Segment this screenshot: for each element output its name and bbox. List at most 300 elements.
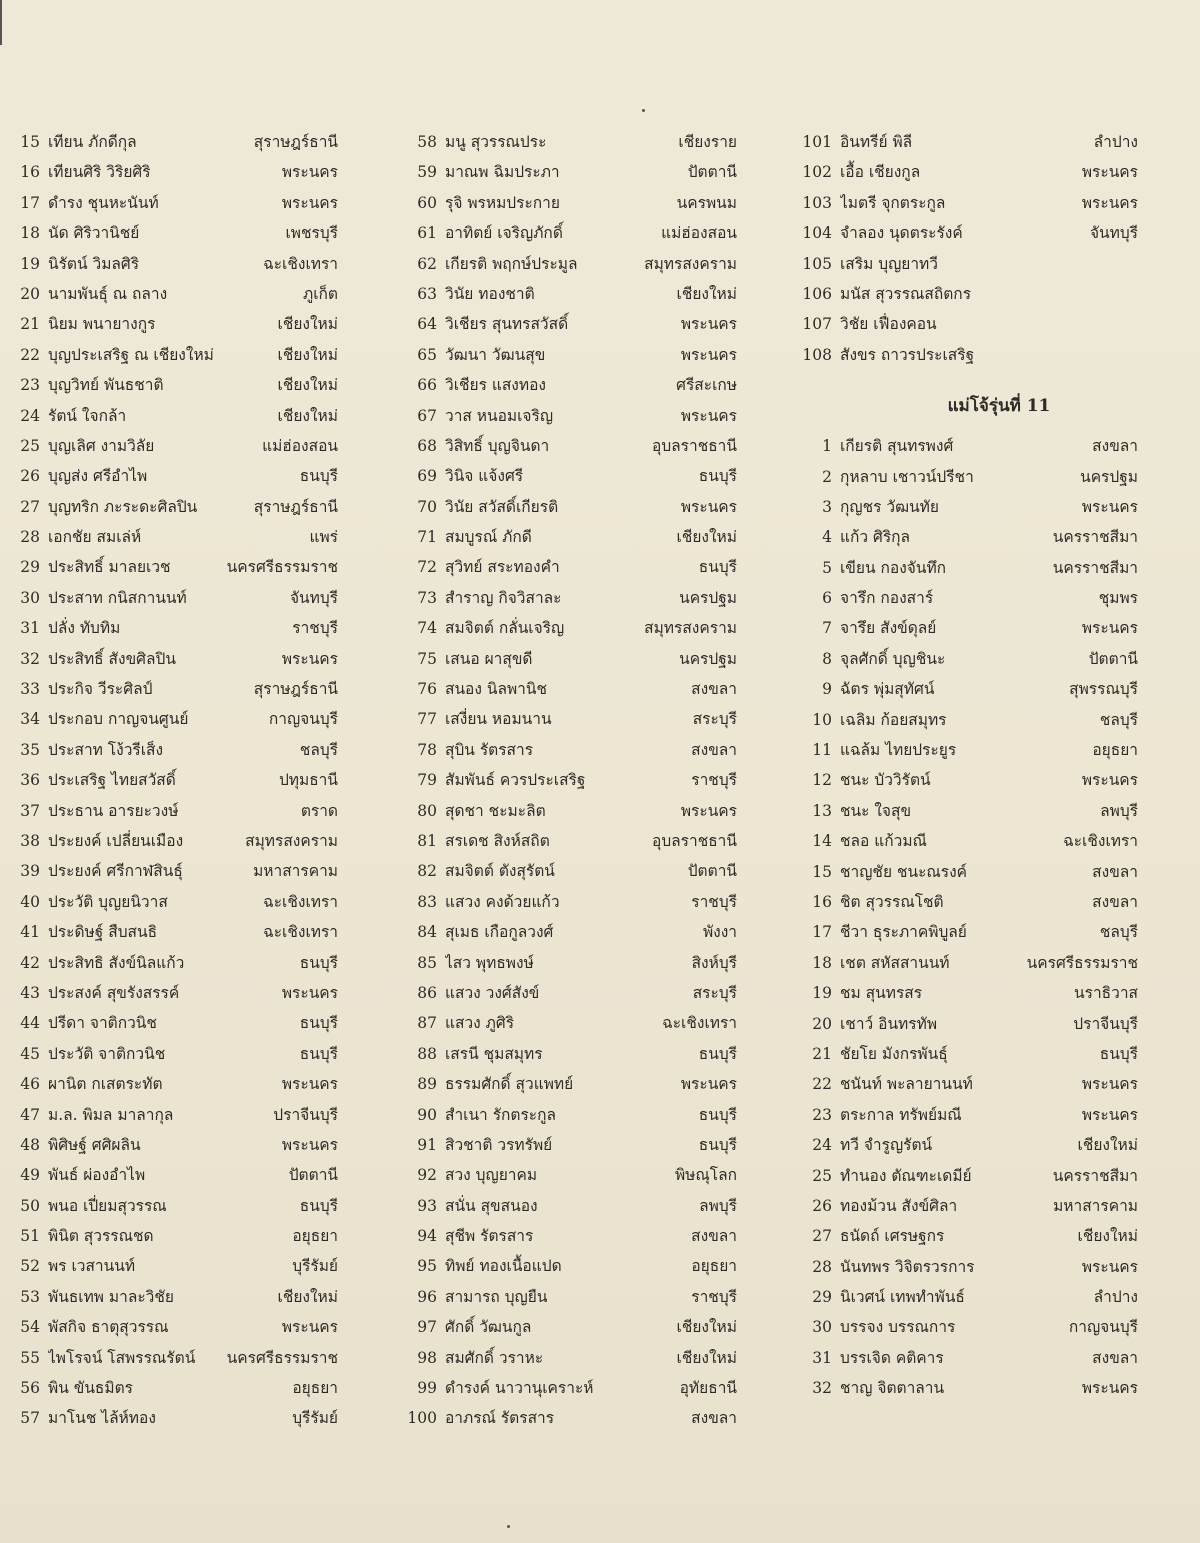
- item-number: 24: [20, 406, 40, 425]
- province: นครราชสีมา: [1052, 528, 1138, 547]
- province: นครราชสีมา: [1052, 558, 1138, 577]
- item-number: 33: [20, 680, 40, 699]
- item-number: 41: [20, 923, 40, 942]
- province: พระนคร: [281, 1318, 338, 1337]
- list-item: [8, 615, 338, 645]
- province: ชุมพร: [1098, 589, 1138, 608]
- province: พระนคร: [281, 649, 338, 668]
- item-number: 59: [417, 163, 437, 182]
- province: ชลบุรี: [1099, 710, 1138, 729]
- province: ธนบุรี: [299, 953, 338, 972]
- person-name: จารึก กองสาร์: [840, 589, 934, 608]
- item-number: 105: [802, 254, 832, 273]
- list-item: [8, 372, 338, 402]
- speck: [507, 1525, 510, 1528]
- province: ธนบุรี: [299, 1014, 338, 1033]
- person-name: ประสิทธิ สังข์นิลแก้ว: [48, 953, 185, 972]
- list-item: [405, 1345, 737, 1375]
- province: พระนคร: [1081, 193, 1138, 212]
- list-item: [8, 706, 338, 736]
- person-name: วาส หนอมเจริญ: [445, 406, 554, 425]
- list-item: [8, 554, 338, 584]
- province: พระนคร: [281, 163, 338, 182]
- province: ธนบุรี: [698, 1135, 737, 1154]
- item-number: 61: [417, 224, 437, 243]
- item-number: 27: [812, 1227, 832, 1246]
- province: พังงา: [702, 923, 737, 942]
- list-item: [405, 706, 737, 736]
- item-number: 88: [417, 1044, 437, 1063]
- list-item: [405, 919, 737, 949]
- province: อยุธยา: [292, 1379, 338, 1398]
- province: นครปฐม: [1080, 467, 1138, 486]
- list-item: [405, 1071, 737, 1101]
- province: ราชบุรี: [691, 1287, 737, 1306]
- person-name: ประยงค์ เปลี่ยนเมือง: [48, 831, 184, 850]
- province: ลำปาง: [1093, 133, 1138, 151]
- item-number: 56: [20, 1379, 40, 1398]
- province: ราชบุรี: [292, 619, 338, 638]
- person-name: ประกอบ กาญจนศูนย์: [48, 710, 189, 729]
- person-name: เสรนี ชุมสมุทร: [445, 1044, 543, 1063]
- list-item: [405, 737, 737, 767]
- item-number: 90: [417, 1105, 437, 1124]
- province: เชียงใหม่: [277, 1287, 338, 1306]
- person-name: พร เวสานนท์: [48, 1257, 136, 1276]
- person-name: ทวี จำรูญรัตน์: [840, 1136, 933, 1155]
- province: พระนคร: [281, 193, 338, 212]
- person-name: ทิพย์ ทองเนื้อแปด: [445, 1257, 562, 1276]
- item-number: 5: [822, 558, 832, 577]
- province: พระนคร: [281, 1135, 338, 1154]
- province: เชียงใหม่: [277, 345, 338, 364]
- item-number: 99: [417, 1379, 437, 1398]
- list-item: [405, 524, 737, 554]
- list-item: [8, 1314, 338, 1344]
- province: พระนคร: [1081, 1257, 1138, 1276]
- list-item: [800, 889, 1138, 919]
- item-number: 17: [20, 193, 40, 212]
- province: ธนบุรี: [1099, 1044, 1138, 1063]
- person-name: อาภรณ์ รัตรสาร: [445, 1409, 555, 1428]
- item-number: 36: [20, 771, 40, 790]
- list-item: [8, 1253, 338, 1283]
- item-number: 38: [20, 831, 40, 850]
- speck: [642, 109, 645, 112]
- item-number: 66: [417, 376, 437, 395]
- list-item: [800, 1314, 1138, 1344]
- person-name: ดำรงค์ นาวานุเคราะห์: [445, 1379, 594, 1398]
- list-item: [405, 828, 737, 858]
- item-number: 58: [417, 133, 437, 151]
- list-item: [405, 889, 737, 919]
- item-number: 31: [812, 1348, 832, 1367]
- item-number: 34: [20, 710, 40, 729]
- person-name: ชลอ แก้วมณี: [840, 832, 927, 851]
- person-name: สุเมธ เกือกูลวงศ์: [445, 923, 554, 942]
- person-name: ประวัติ จาติกวนิช: [48, 1044, 166, 1063]
- list-item: [800, 1132, 1138, 1162]
- person-name: เกียรติ สุนทรพงศ์: [840, 437, 954, 456]
- person-name: เสนอ ผาสุขดี: [445, 649, 533, 668]
- list-item: [800, 464, 1138, 494]
- province: พระนคร: [1081, 1379, 1138, 1398]
- province: เชียงใหม่: [277, 315, 338, 334]
- person-name: ชีวา ธุระภาคพิบูลย์: [840, 923, 967, 942]
- person-name: ธนัดถ์ เศรษฐกร: [840, 1227, 945, 1246]
- item-number: 94: [417, 1227, 437, 1246]
- province: ฉะเชิงเทรา: [263, 254, 338, 273]
- list-item: [800, 555, 1138, 585]
- list-item: [800, 798, 1138, 828]
- province: ธนบุรี: [698, 558, 737, 577]
- person-name: เอกชัย สมเล่ห์: [48, 528, 142, 547]
- person-name: สำราญ กิจวิสาละ: [445, 588, 562, 607]
- person-name: พิศิษฐ์ ศศิผลิน: [48, 1135, 141, 1154]
- list-item: [800, 433, 1138, 463]
- item-number: 13: [812, 801, 832, 820]
- province: สิงห์บุรี: [691, 953, 737, 972]
- item-number: 45: [20, 1044, 40, 1063]
- province: พิษณุโลก: [674, 1166, 737, 1185]
- province: สระบุรี: [692, 710, 737, 729]
- item-number: 11: [812, 741, 832, 760]
- item-number: 9: [822, 680, 832, 699]
- person-name: นัด ศิริวานิชย์: [48, 224, 140, 243]
- person-name: ประธาน อารยะวงษ์: [48, 801, 179, 820]
- list-item: [405, 342, 737, 372]
- person-name: สุบิน รัตรสาร: [445, 740, 534, 759]
- list-item: [8, 342, 338, 372]
- list-item: [800, 220, 1138, 250]
- person-name: สมจิตต์ กลั่นเจริญ: [445, 619, 565, 638]
- item-number: 2: [822, 467, 832, 486]
- item-number: 21: [20, 315, 40, 334]
- person-name: ประวัติ บุญยนิวาส: [48, 892, 168, 911]
- person-name: ไพโรจน์ โสพรรณรัตน์: [48, 1348, 196, 1367]
- item-number: 68: [417, 436, 437, 455]
- item-number: 78: [417, 740, 437, 759]
- item-number: 63: [417, 284, 437, 303]
- province: ภูเก็ต: [303, 284, 338, 303]
- item-number: 26: [20, 467, 40, 486]
- item-number: 85: [417, 953, 437, 972]
- province: เชียงใหม่: [1077, 1227, 1138, 1246]
- person-name: บุญประเสริฐ ณ เชียงใหม่: [48, 345, 214, 364]
- person-name: ชิต สุวรรณโชติ: [840, 892, 944, 911]
- province: ธนบุรี: [698, 467, 737, 486]
- item-number: 55: [20, 1348, 40, 1367]
- province: สุราษฎร์ธานี: [253, 133, 338, 151]
- list-item: [800, 251, 1138, 281]
- list-item: [8, 1223, 338, 1253]
- person-name: วิชัย เฟื่องคอน: [840, 315, 937, 334]
- province: นครพนม: [676, 193, 737, 212]
- person-name: ประดิษฐ์ สืบสนธิ: [48, 923, 158, 942]
- province: สงขลา: [1092, 1348, 1138, 1367]
- province: ปราจีนบุรี: [1073, 1014, 1138, 1033]
- person-name: บุญส่ง ศรีอำไพ: [48, 467, 148, 486]
- list-item: [800, 524, 1138, 554]
- item-number: 16: [812, 892, 832, 911]
- item-number: 103: [802, 193, 832, 212]
- person-name: นิเวศน์ เทพทำพันธ์: [840, 1288, 965, 1307]
- item-number: 96: [417, 1287, 437, 1306]
- list-item: [405, 767, 737, 797]
- person-name: ประสาท โง้วรีเส็ง: [48, 740, 164, 759]
- province: ธนบุรี: [299, 1196, 338, 1215]
- list-item: [8, 767, 338, 797]
- province: ราชบุรี: [691, 771, 737, 790]
- province: พระนคร: [680, 315, 737, 334]
- list-item: [8, 1345, 338, 1375]
- person-name: วัฒนา วัฒนสุข: [445, 345, 546, 364]
- item-number: 104: [802, 224, 832, 243]
- list-item: [8, 828, 338, 858]
- province: สมุทรสงคราม: [245, 831, 338, 850]
- item-number: 48: [20, 1135, 40, 1154]
- item-number: 17: [812, 923, 832, 942]
- person-name: วินิจ แจ้งศรี: [445, 467, 524, 486]
- list-item: [800, 159, 1138, 189]
- item-number: 64: [417, 315, 437, 334]
- list-item: [8, 585, 338, 615]
- person-name: ปรีดา จาติกวนิช: [48, 1014, 157, 1033]
- province: บุรีรัมย์: [292, 1409, 338, 1428]
- province: ปทุมธานี: [278, 771, 338, 790]
- list-item: [405, 1132, 737, 1162]
- person-name: เทียนศิริ วิริยศิริ: [48, 163, 151, 182]
- list-item: [8, 646, 338, 676]
- province: เชียงใหม่: [676, 284, 737, 303]
- province: แม่ฮ่องสอน: [262, 436, 338, 455]
- item-number: 22: [20, 345, 40, 364]
- item-number: 46: [20, 1075, 40, 1094]
- item-number: 7: [822, 619, 832, 638]
- province: ธนบุรี: [698, 1105, 737, 1124]
- list-item: [8, 1102, 338, 1132]
- person-name: แสวง ภูศิริ: [445, 1014, 515, 1033]
- list-item: [405, 220, 737, 250]
- list-item: [8, 676, 338, 706]
- province: ปัตตานี: [687, 163, 737, 182]
- item-number: 93: [417, 1196, 437, 1215]
- province: ชลบุรี: [1099, 923, 1138, 942]
- province: เชียงราย: [678, 133, 737, 151]
- person-name: บุญทริก ภะระดะศิลปิน: [48, 497, 198, 516]
- item-number: 65: [417, 345, 437, 364]
- list-item: [8, 980, 338, 1010]
- province: พระนคร: [281, 1075, 338, 1094]
- list-item: [800, 311, 1138, 341]
- person-name: ม.ล. พิมล มาลากุล: [48, 1105, 174, 1124]
- province: เชียงใหม่: [676, 528, 737, 547]
- item-number: 26: [812, 1196, 832, 1215]
- province: ธนบุรี: [299, 467, 338, 486]
- person-name: สมบูรณ์ ภักดี: [445, 528, 532, 547]
- person-name: มนัส สุวรรณสถิตกร: [840, 284, 972, 303]
- list-item: [8, 1071, 338, 1101]
- item-number: 92: [417, 1166, 437, 1185]
- person-name: แก้ว ศิริกุล: [840, 528, 911, 547]
- person-name: ดำรง ชุนหะนันท์: [48, 193, 159, 212]
- list-item: [405, 1162, 737, 1192]
- person-name: สมศักดิ์ วราหะ: [445, 1348, 544, 1367]
- list-item: [800, 737, 1138, 767]
- item-number: 29: [812, 1288, 832, 1307]
- province: นครศรีธรรมราช: [1026, 953, 1138, 972]
- list-item: [8, 281, 338, 311]
- list-item: [800, 190, 1138, 220]
- list-item: [405, 281, 737, 311]
- province: สระบุรี: [692, 983, 737, 1002]
- item-number: 32: [812, 1379, 832, 1398]
- province: พระนคร: [1081, 497, 1138, 516]
- province: เชียงใหม่: [676, 1348, 737, 1367]
- person-name: สวง บุญยาคม: [445, 1166, 538, 1185]
- province: อุบลราชธานี: [652, 436, 737, 455]
- list-item: [405, 311, 737, 341]
- item-number: 67: [417, 406, 437, 425]
- person-name: ทองม้วน สังข์ศิลา: [840, 1196, 958, 1215]
- person-name: ชาญชัย ชนะณรงค์: [840, 862, 968, 881]
- person-name: ชนะ ใจสุข: [840, 801, 912, 820]
- person-name: สนั่น สุขสนอง: [445, 1196, 538, 1215]
- list-item: [800, 342, 1138, 372]
- page-edge-mark: [0, 0, 2, 45]
- list-item: [405, 585, 737, 615]
- item-number: 29: [20, 558, 40, 577]
- item-number: 47: [20, 1105, 40, 1124]
- list-item: [405, 676, 737, 706]
- person-name: บรรจง บรรณการ: [840, 1318, 956, 1337]
- province: จันทบุรี: [1089, 224, 1138, 243]
- list-item: [8, 524, 338, 554]
- item-number: 27: [20, 497, 40, 516]
- province: ฉะเชิงเทรา: [662, 1014, 737, 1033]
- list-item: [800, 1011, 1138, 1041]
- item-number: 20: [812, 1014, 832, 1033]
- province: กาญจนบุรี: [1068, 1318, 1138, 1337]
- item-number: 4: [822, 528, 832, 547]
- item-number: 43: [20, 983, 40, 1002]
- person-name: ชนะ บัววิรัตน์: [840, 771, 931, 790]
- item-number: 62: [417, 254, 437, 273]
- list-item: [800, 828, 1138, 858]
- province: สุราษฎร์ธานี: [253, 680, 338, 699]
- item-number: 53: [20, 1287, 40, 1306]
- item-number: 35: [20, 740, 40, 759]
- item-number: 79: [417, 771, 437, 790]
- item-number: 20: [20, 284, 40, 303]
- person-name: วิเชียร สุนทรสวัสดิ์: [445, 315, 569, 334]
- item-number: 12: [812, 771, 832, 790]
- person-name: บุญวิทย์ พันธชาติ: [48, 376, 164, 395]
- list-item: [405, 433, 737, 463]
- list-item: [405, 1223, 737, 1253]
- list-item: [8, 950, 338, 980]
- person-name: ชาญ จิตตาลาน: [840, 1379, 945, 1398]
- person-name: สุดชา ชะมะลิต: [445, 801, 546, 820]
- list-item: [8, 251, 338, 281]
- item-number: 87: [417, 1014, 437, 1033]
- item-number: 10: [812, 710, 832, 729]
- item-number: 52: [20, 1257, 40, 1276]
- item-number: 70: [417, 497, 437, 516]
- item-number: 60: [417, 193, 437, 212]
- person-name: แฉล้ม ไทยประยูร: [840, 741, 957, 760]
- person-name: ประยงค์ ศรีกาฬสินธุ์: [48, 862, 183, 881]
- person-name: ปลั่ง ทับทิม: [48, 619, 121, 638]
- list-item: [800, 707, 1138, 737]
- person-name: เสงี่ยน หอมนาน: [445, 710, 552, 729]
- item-number: 15: [20, 133, 40, 151]
- province: อยุธยา: [1092, 741, 1138, 760]
- list-item: [405, 372, 737, 402]
- item-number: 49: [20, 1166, 40, 1185]
- list-item: [8, 403, 338, 433]
- list-item: [8, 1405, 338, 1435]
- list-item: [8, 1010, 338, 1040]
- province: ตราด: [300, 801, 338, 820]
- person-name: สัมพันธ์ ควรประเสริฐ: [445, 771, 586, 790]
- person-name: เขียน กองจันทึก: [840, 558, 947, 577]
- person-name: บรรเจิด คติคาร: [840, 1348, 944, 1367]
- list-item: [8, 159, 338, 189]
- item-number: 51: [20, 1227, 40, 1246]
- list-item: [8, 858, 338, 888]
- list-item: [8, 737, 338, 767]
- person-name: ชัยโย มังกรพันธุ์: [840, 1044, 948, 1063]
- list-item: [800, 767, 1138, 797]
- item-number: 91: [417, 1135, 437, 1154]
- province: แพร่: [309, 528, 338, 547]
- person-name: เสริม บุญยาทวี: [840, 254, 938, 273]
- province: กาญจนบุรี: [268, 710, 338, 729]
- list-item: [8, 463, 338, 493]
- province: สงขลา: [1092, 892, 1138, 911]
- person-name: พันธเทพ มาละวิชัย: [48, 1287, 174, 1306]
- item-number: 80: [417, 801, 437, 820]
- person-name: วิสิทธิ์ บุญจินดา: [445, 436, 550, 455]
- person-name: กุหลาบ เชาวน์ปรีชา: [840, 467, 974, 486]
- item-number: 69: [417, 467, 437, 486]
- list-item: [405, 159, 737, 189]
- province: ฉะเชิงเทรา: [263, 892, 338, 911]
- item-number: 1: [822, 437, 832, 456]
- province: สงขลา: [1092, 437, 1138, 456]
- item-number: 83: [417, 892, 437, 911]
- person-name: ไมตรี จุกตระกูล: [840, 193, 946, 212]
- province: พระนคร: [680, 497, 737, 516]
- person-name: วิเชียร แสงทอง: [445, 376, 546, 395]
- person-name: จุลศักดิ์ บุญชินะ: [840, 649, 946, 668]
- item-number: 25: [20, 436, 40, 455]
- province: ธนบุรี: [698, 1044, 737, 1063]
- person-name: มาณพ ฉิมประภา: [445, 163, 560, 182]
- province: สงขลา: [691, 1227, 737, 1246]
- person-name: พัสกิจ ธาตุสุวรรณ: [48, 1318, 169, 1337]
- province: สมุทรสงคราม: [644, 254, 737, 273]
- list-item: [405, 1010, 737, 1040]
- person-name: ผานิต กเสตระทัต: [48, 1075, 163, 1094]
- person-name: ชนันท์ พะลายานนท์: [840, 1075, 973, 1094]
- list-item: [405, 463, 737, 493]
- list-item: [800, 1193, 1138, 1223]
- person-name: บุญเลิศ งามวิลัย: [48, 436, 155, 455]
- list-item: [8, 1375, 338, 1405]
- list-item: [800, 1102, 1138, 1132]
